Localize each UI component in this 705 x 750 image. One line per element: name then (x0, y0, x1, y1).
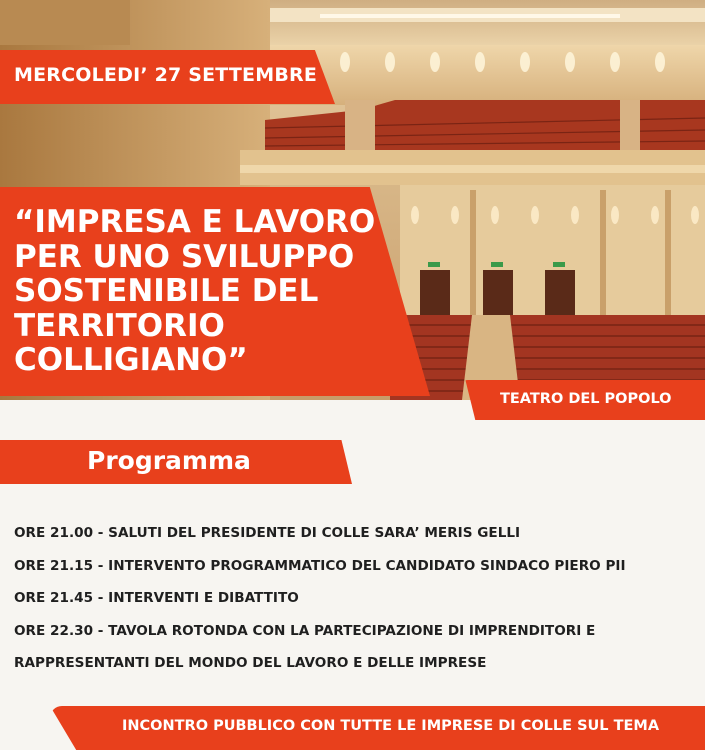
footer-text: INCONTRO PUBBLICO CON TUTTE LE IMPRESE DI COLLE SUL TEMA (122, 718, 660, 734)
schedule-item: ORE 21.15 - INTERVENTO PROGRAMMATICO DEL CANDIDATO SINDACO PIERO PII (14, 557, 626, 574)
event-date: MERCOLEDI’ 27 SETTEMBRE (14, 64, 318, 86)
schedule-item: ORE 21.45 - INTERVENTI E DIBATTITO (14, 590, 299, 606)
event-venue: TEATRO DEL POPOLO (500, 391, 672, 407)
schedule-item: ORE 22.30 - TAVOLA ROTONDA CON LA PARTECIPAZIONE DI IMPRENDITORI E (14, 622, 596, 639)
event-title: “IMPRESA E LAVORO PER UNO SVILUPPO SOSTENIBILE DEL TERRITORIO COLLIGIANO” (14, 204, 376, 378)
schedule-item: ORE 21.00 - SALUTI DEL PRESIDENTE DI COLLE SARA’ MERIS GELLI (14, 525, 521, 541)
schedule-item: RAPPRESENTANTI DEL MONDO DEL LAVORO E DELLE IMPRESE (14, 655, 487, 671)
program-schedule (14, 523, 699, 686)
program-heading: Programma (87, 446, 251, 475)
